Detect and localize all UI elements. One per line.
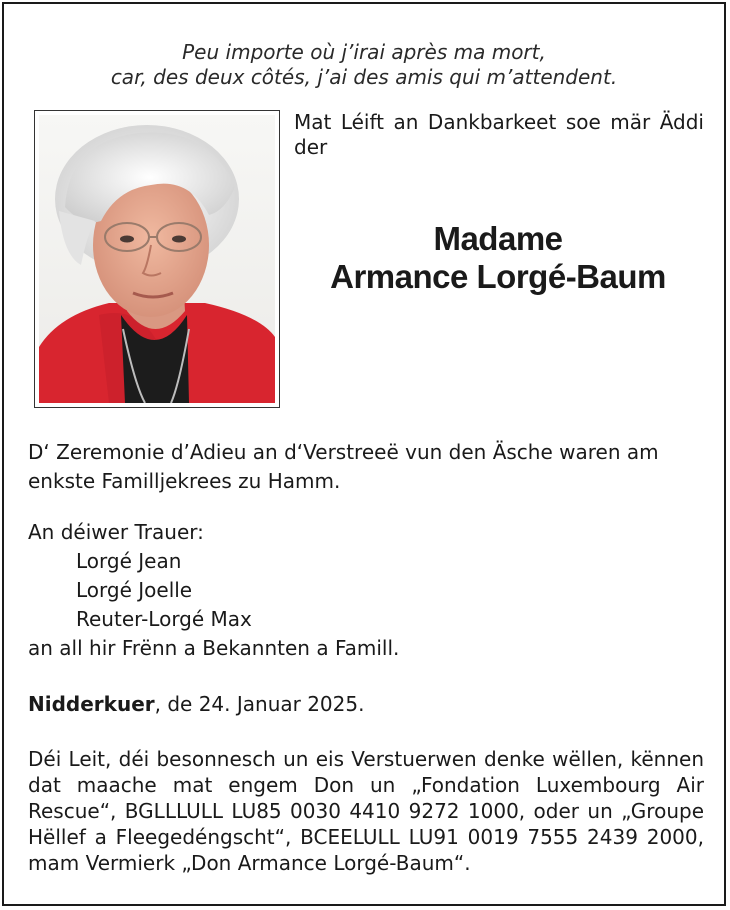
obituary-card [2,2,726,906]
place-name: Nidderkuer [28,692,155,716]
epigraph-quote [4,40,724,90]
mourner-name: Lorgé Joelle [76,578,193,602]
mourner-name: Lorgé Jean [76,549,182,573]
deceased-name-block [288,220,708,296]
place-date-line [28,690,704,719]
mourners-section [28,518,704,663]
mourner-name: Reuter-Lorgé Max [76,607,252,631]
mourners-heading: An déiwer Trauer: [28,520,204,544]
portrait-illustration [39,115,275,403]
ceremony-text: D‘ Zeremonie d’Adieu an d‘Verstreeë vun den Äsche waren am enkste Familljekrees zu Hamm. [28,440,659,493]
quote-line-2: car, des deux côtés, j’ai des amis qui m’attendent. [110,65,618,89]
mourners-closing: an all hir Frënn a Bekannten a Famill. [28,636,400,660]
quote-line-1: Peu importe où j’irai après ma mort, [182,40,546,64]
deceased-title: Madame [433,220,563,257]
intro-text: Mat Léift an Dankbarkeet soe mär Äddi der [294,110,704,159]
deceased-name: Armance Lorgé-Baum [330,258,666,295]
date-text: , de 24. Januar 2025. [154,692,365,716]
portrait-photo [34,110,280,408]
donation-text: Déi Leit, déi besonnesch un eis Verstuerwen denke wëllen, kënnen dat maache mat engem Don un „Fondation Luxembourg Air Rescue“, BGLLLULL LU85 0030 4410 9272 1000, oder un „Groupe Hëllef a Fleegedéngscht“, BCEELULL LU91 0019 7555 2439 2000, mam Vermierk „Don Armance Lorgé-Baum“. [28,747,704,875]
